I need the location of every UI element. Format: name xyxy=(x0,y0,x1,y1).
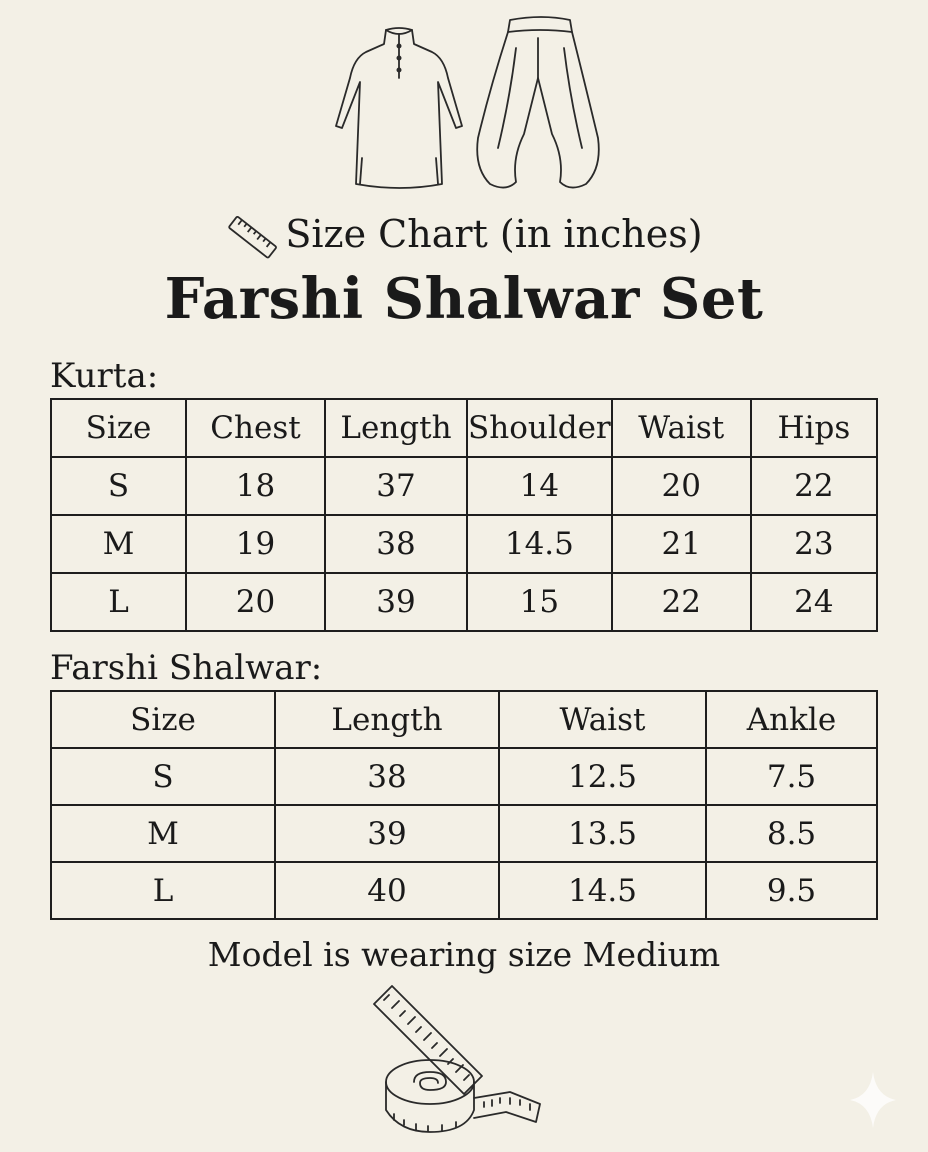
table-row xyxy=(51,862,877,919)
column-header: Waist xyxy=(499,691,706,748)
table-cell: 14 xyxy=(467,457,612,515)
column-header: Shoulder xyxy=(467,399,612,457)
column-header: Ankle xyxy=(706,691,877,748)
table-cell: 15 xyxy=(467,573,612,631)
table-cell: 39 xyxy=(325,573,467,631)
column-header: Size xyxy=(51,691,275,748)
column-header: Hips xyxy=(751,399,877,457)
table-cell: 8.5 xyxy=(706,805,877,862)
table-header-row xyxy=(51,399,877,457)
table-cell: 14.5 xyxy=(499,862,706,919)
table-cell: S xyxy=(51,457,186,515)
ruler-icon xyxy=(225,213,279,263)
table-cell: 12.5 xyxy=(499,748,706,805)
shalwar-sketch-icon xyxy=(477,17,599,188)
table-cell: 14.5 xyxy=(467,515,612,573)
table-cell: 21 xyxy=(612,515,751,573)
table-row xyxy=(51,805,877,862)
subtitle-text: Size Chart (in inches) xyxy=(285,212,703,256)
table-cell: 7.5 xyxy=(706,748,877,805)
column-header: Size xyxy=(51,399,186,457)
table-cell: 18 xyxy=(186,457,325,515)
garment-illustration xyxy=(320,8,610,198)
table-cell: 20 xyxy=(186,573,325,631)
table-cell: 38 xyxy=(275,748,499,805)
column-header: Waist xyxy=(612,399,751,457)
sparkle-icon xyxy=(848,1070,898,1130)
table-cell: 22 xyxy=(751,457,877,515)
table-row xyxy=(51,748,877,805)
subtitle xyxy=(0,206,928,263)
table-cell: 37 xyxy=(325,457,467,515)
measuring-tape-icon xyxy=(370,980,550,1140)
table-cell: 20 xyxy=(612,457,751,515)
kurta-size-table xyxy=(50,398,878,632)
table-row xyxy=(51,573,877,631)
shalwar-section-label: Farshi Shalwar: xyxy=(50,648,323,688)
page-title: Farshi Shalwar Set xyxy=(164,266,764,332)
table-cell: 19 xyxy=(186,515,325,573)
kurta-sketch-icon xyxy=(336,28,462,188)
table-cell: 9.5 xyxy=(706,862,877,919)
table-cell: 23 xyxy=(751,515,877,573)
shalwar-size-table xyxy=(50,690,878,920)
table-cell: M xyxy=(51,515,186,573)
table-row xyxy=(51,457,877,515)
table-header-row xyxy=(51,691,877,748)
table-cell: L xyxy=(51,573,186,631)
table-cell: 39 xyxy=(275,805,499,862)
table-cell: S xyxy=(51,748,275,805)
table-row xyxy=(51,515,877,573)
table-cell: L xyxy=(51,862,275,919)
table-cell: 24 xyxy=(751,573,877,631)
column-header: Length xyxy=(325,399,467,457)
table-cell: 40 xyxy=(275,862,499,919)
table-cell: 38 xyxy=(325,515,467,573)
table-cell: M xyxy=(51,805,275,862)
column-header: Chest xyxy=(186,399,325,457)
model-size-note: Model is wearing size Medium xyxy=(207,935,721,974)
table-cell: 13.5 xyxy=(499,805,706,862)
kurta-section-label: Kurta: xyxy=(50,356,159,396)
table-cell: 22 xyxy=(612,573,751,631)
column-header: Length xyxy=(275,691,499,748)
